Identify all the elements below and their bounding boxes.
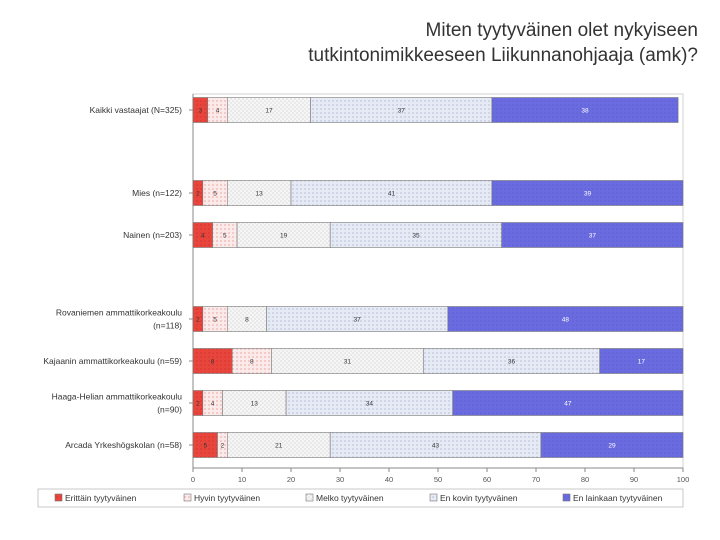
x-tick-label: 80 [580,475,590,484]
bar-value-label: 8 [249,358,254,366]
legend [38,489,683,507]
bar-value-label: 36 [507,358,516,366]
x-tick-label: 30 [335,475,345,484]
bar-value-label: 17 [265,107,273,115]
bar-value-label: 4 [215,107,220,115]
bar-value-label: 2 [196,190,200,198]
bar-value-label: 31 [343,358,351,366]
bar-value-label: 2 [220,442,225,450]
x-tick-label: 40 [384,475,394,484]
bar-value-label: 2 [196,400,200,408]
category-label: (n=118) [153,320,182,331]
category-label: Mies (n=122) [132,188,182,198]
bar-value-label: 37 [353,316,361,324]
bar-value-label: 38 [581,107,589,115]
bar-value-label: 13 [250,400,258,408]
x-tick-label: 0 [190,475,196,484]
bar-value-label: 13 [255,190,263,198]
x-tick-label: 100 [676,475,690,484]
bar-value-label: 3 [198,107,203,115]
category-label: (n=90) [157,404,182,415]
chart-title-line-2: tutkintonimikkeeseen Liikunnanohjaaja (amk)? [308,45,698,66]
bar-value-label: 34 [365,400,374,408]
bar-value-label: 19 [280,232,288,240]
bar-value-label: 37 [397,107,405,115]
bar-value-label: 8 [210,358,215,366]
chart-title-line-1: Miten tyytyväinen olet nykyiseen [425,20,698,41]
legend-swatch [184,494,191,501]
x-tick-label: 70 [531,475,541,484]
category-label: Nainen (n=203) [123,230,182,240]
bar-value-label: 5 [213,316,217,324]
bar-value-label: 37 [588,232,596,240]
bar-value-label: 4 [210,400,215,408]
x-tick-label: 10 [237,475,247,484]
legend-label: En lainkaan tyytyväinen [573,493,663,503]
x-tick-label: 20 [286,475,296,484]
bar-value-label: 5 [223,232,227,240]
bar-value-label: 39 [583,190,592,198]
legend-label: Erittäin tyytyväinen [65,493,137,503]
legend-swatch [55,494,62,501]
legend-label: Melko tyytyväinen [316,493,384,503]
plot-area [43,94,689,484]
bar-value-label: 2 [196,316,200,324]
bar-value-label: 43 [431,442,440,450]
legend-swatch [306,494,313,501]
category-label: Kaikki vastaajat (N=325) [89,105,182,115]
bar-value-label: 4 [200,232,205,240]
bar-value-label: 48 [561,316,570,324]
legend-swatch [563,494,570,501]
bar-value-label: 21 [275,442,283,450]
bar-value-label: 17 [637,358,645,366]
x-tick-label: 60 [482,475,492,484]
legend-label: Hyvin tyytyväinen [194,493,261,503]
bar-value-label: 8 [245,316,249,324]
legend-label: En kovin tyytyväinen [440,493,518,503]
x-tick-label: 90 [629,475,639,484]
bar-value-label: 41 [387,190,396,198]
legend-swatch [430,494,437,501]
category-label: Rovaniemen ammattikorkeakoulu [55,307,182,318]
category-label: Kajaanin ammattikorkeakoulu (n=59) [43,356,182,366]
bar-value-label: 35 [412,232,420,240]
bar-value-label: 5 [203,442,208,450]
category-label: Arcada Yrkeshögskolan (n=58) [65,440,182,450]
category-label: Haaga-Helian ammattikorkeakoulu [51,391,182,402]
bar-value-label: 29 [608,442,616,450]
bar-value-label: 5 [213,190,217,198]
bar-value-label: 47 [564,400,572,408]
x-tick-label: 50 [433,475,443,484]
